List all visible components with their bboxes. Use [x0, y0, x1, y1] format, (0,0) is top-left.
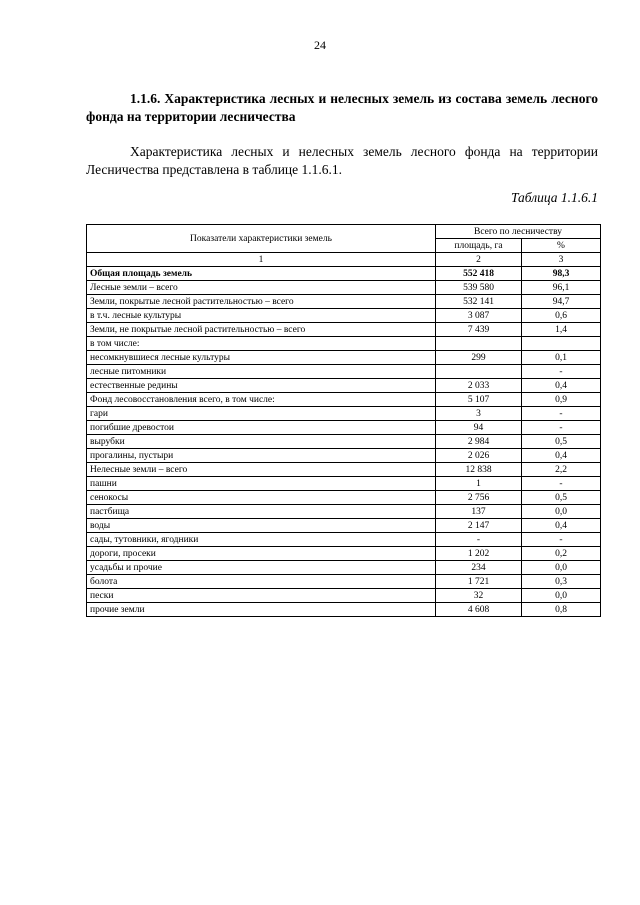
table-row	[87, 393, 601, 407]
table-row	[87, 351, 601, 365]
row-label: дороги, просеки	[87, 547, 436, 561]
row-label: сенокосы	[87, 491, 436, 505]
row-pct: -	[522, 407, 601, 421]
row-pct: 2,2	[522, 463, 601, 477]
row-area: 5 107	[436, 393, 522, 407]
row-label: пески	[87, 589, 436, 603]
table-row	[87, 421, 601, 435]
row-pct: 98,3	[522, 267, 601, 281]
table-row	[87, 547, 601, 561]
row-label: пашни	[87, 477, 436, 491]
section-heading: 1.1.6. Характеристика лесных и нелесных земель из состава земель лесного фонда на территории лесничества	[86, 91, 598, 124]
table-row	[87, 267, 601, 281]
row-label: в т.ч. лесные культуры	[87, 309, 436, 323]
table-row	[87, 533, 601, 547]
row-pct: 0,9	[522, 393, 601, 407]
col-number: 3	[522, 253, 601, 267]
row-area: 32	[436, 589, 522, 603]
row-label: гари	[87, 407, 436, 421]
row-pct: 0,0	[522, 561, 601, 575]
row-pct: 0,0	[522, 589, 601, 603]
row-area: 4 608	[436, 603, 522, 617]
row-area: 94	[436, 421, 522, 435]
table-row	[87, 575, 601, 589]
row-pct: 1,4	[522, 323, 601, 337]
table-row	[87, 365, 601, 379]
row-pct: 0,4	[522, 379, 601, 393]
row-label: Земли, покрытые лесной растительностью – всего	[87, 295, 436, 309]
row-area: 299	[436, 351, 522, 365]
table-row	[87, 589, 601, 603]
table-row	[87, 463, 601, 477]
table-row	[87, 519, 601, 533]
row-pct: -	[522, 477, 601, 491]
row-pct: 0,4	[522, 449, 601, 463]
row-label: воды	[87, 519, 436, 533]
row-pct: -	[522, 365, 601, 379]
intro-paragraph: Характеристика лесных и нелесных земель лесного фонда на территории Лесничества представлена в таблице 1.1.6.1.	[86, 144, 598, 177]
header-area: площадь, га	[436, 239, 522, 253]
table-body	[87, 267, 601, 617]
table-row	[87, 323, 601, 337]
page-number: 24	[314, 38, 326, 52]
row-area	[436, 365, 522, 379]
row-area: 1 721	[436, 575, 522, 589]
row-label: болота	[87, 575, 436, 589]
row-pct: -	[522, 421, 601, 435]
header-indicator: Показатели характеристики земель	[87, 225, 436, 253]
table-row	[87, 379, 601, 393]
row-label: несомкнувшиеся лесные культуры	[87, 351, 436, 365]
row-label: Нелесные земли – всего	[87, 463, 436, 477]
row-pct: 94,7	[522, 295, 601, 309]
table-row	[87, 603, 601, 617]
row-pct: 0,5	[522, 435, 601, 449]
row-area: 2 756	[436, 491, 522, 505]
col-number: 2	[436, 253, 522, 267]
table-row	[87, 561, 601, 575]
table-row	[87, 337, 601, 351]
row-label: пастбища	[87, 505, 436, 519]
row-area: 2 026	[436, 449, 522, 463]
row-label: прогалины, пустыри	[87, 449, 436, 463]
row-area: -	[436, 533, 522, 547]
row-area: 234	[436, 561, 522, 575]
row-label: усадьбы и прочие	[87, 561, 436, 575]
row-label: прочие земли	[87, 603, 436, 617]
row-area: 532 141	[436, 295, 522, 309]
header-pct: %	[522, 239, 601, 253]
row-area	[436, 337, 522, 351]
row-area: 12 838	[436, 463, 522, 477]
table-row	[87, 477, 601, 491]
row-pct: 0,4	[522, 519, 601, 533]
table-row	[87, 295, 601, 309]
row-label: Земли, не покрытые лесной растительностью – всего	[87, 323, 436, 337]
row-area: 2 033	[436, 379, 522, 393]
table-row	[87, 449, 601, 463]
row-area: 2 147	[436, 519, 522, 533]
table-row	[87, 407, 601, 421]
row-pct: 0,1	[522, 351, 601, 365]
table-row	[87, 281, 601, 295]
col-number: 1	[87, 253, 436, 267]
row-pct: -	[522, 533, 601, 547]
row-label: вырубки	[87, 435, 436, 449]
row-pct: 96,1	[522, 281, 601, 295]
row-area: 3	[436, 407, 522, 421]
row-pct: 0,2	[522, 547, 601, 561]
row-pct: 0,5	[522, 491, 601, 505]
row-pct	[522, 337, 601, 351]
row-pct: 0,3	[522, 575, 601, 589]
row-label: в том числе:	[87, 337, 436, 351]
table-row	[87, 309, 601, 323]
row-area: 2 984	[436, 435, 522, 449]
row-area: 1 202	[436, 547, 522, 561]
row-pct: 0,6	[522, 309, 601, 323]
row-area: 7 439	[436, 323, 522, 337]
row-label: естественные редины	[87, 379, 436, 393]
row-area: 539 580	[436, 281, 522, 295]
table-row	[87, 435, 601, 449]
row-label: сады, тутовники, ягодники	[87, 533, 436, 547]
row-area: 552 418	[436, 267, 522, 281]
row-label: Фонд лесовосстановления всего, в том числе:	[87, 393, 436, 407]
row-label: лесные питомники	[87, 365, 436, 379]
header-group: Всего по лесничеству	[436, 225, 601, 239]
table-caption: Таблица 1.1.6.1	[510, 190, 598, 205]
row-label: Общая площадь земель	[87, 267, 436, 281]
row-label: погибшие древостои	[87, 421, 436, 435]
row-area: 137	[436, 505, 522, 519]
row-pct: 0,8	[522, 603, 601, 617]
land-characteristics-table	[86, 224, 601, 617]
row-pct: 0,0	[522, 505, 601, 519]
row-area: 1	[436, 477, 522, 491]
row-area: 3 087	[436, 309, 522, 323]
table-row	[87, 491, 601, 505]
table-row	[87, 505, 601, 519]
row-label: Лесные земли – всего	[87, 281, 436, 295]
